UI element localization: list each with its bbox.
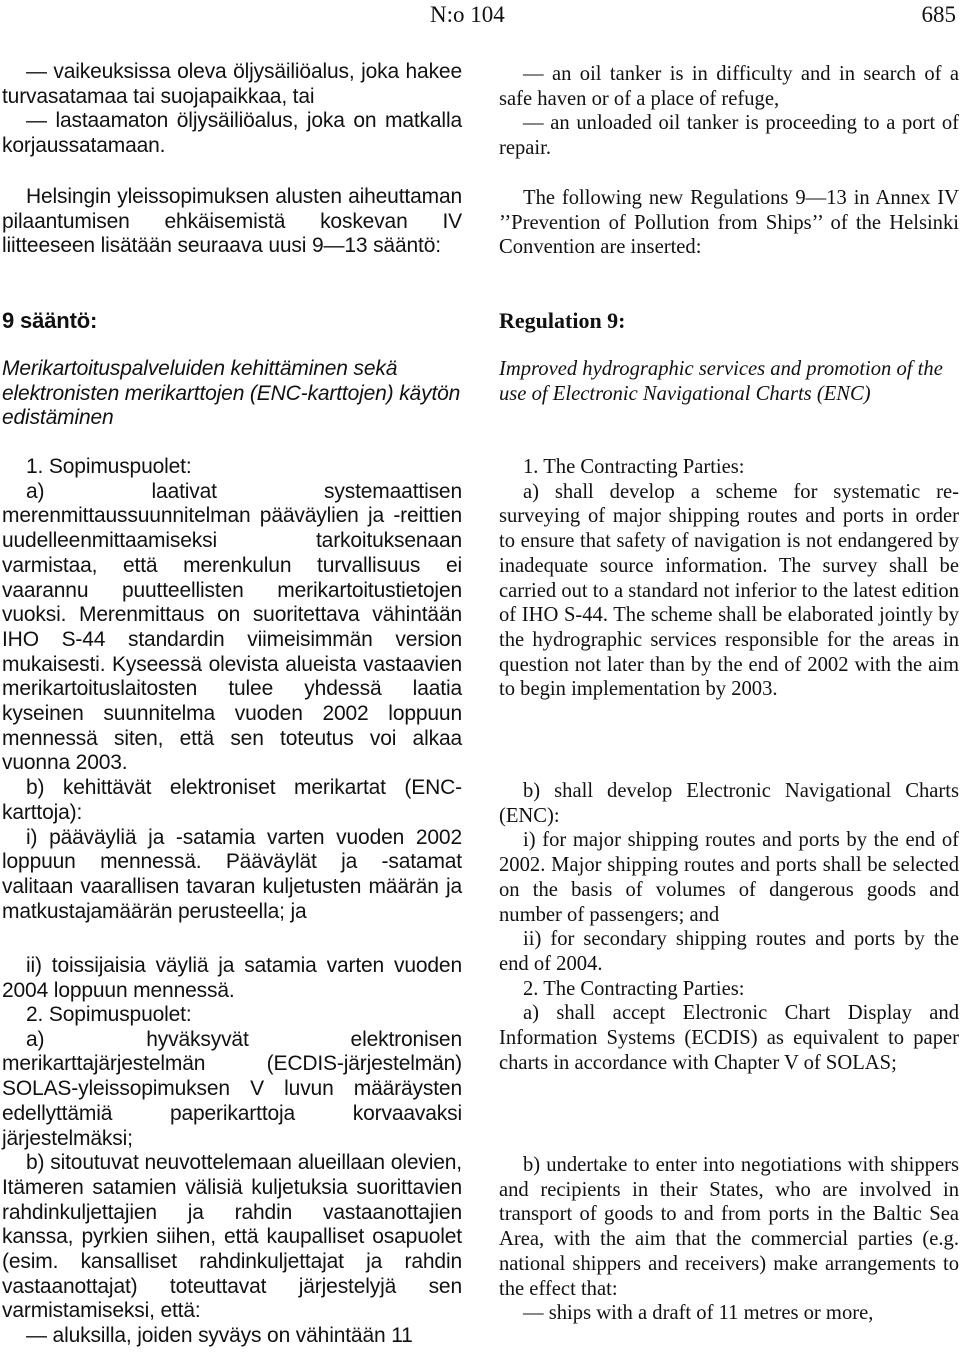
en-paragraph-1 xyxy=(499,455,959,702)
fi-paragraph-2 xyxy=(2,1003,462,1349)
en-rule-heading: Regulation 9: xyxy=(499,308,626,333)
en-rule-title: Improved hydrographic services and promotion of the use of Electronic Navigational Charts (ENC) xyxy=(499,358,943,405)
paragraph-line: 2. The Contracting Parties: xyxy=(523,977,745,1000)
fi-rule-heading: 9 sääntö: xyxy=(2,308,98,333)
list-item: — vaikeuksissa oleva öljysäiliöalus, joka hakee turvasatamaa tai suojapaikkaa, tai xyxy=(2,60,462,108)
en-paragraph-2-b xyxy=(499,1153,959,1326)
journal-number: N:o 104 xyxy=(430,2,505,27)
paragraph-line: b) sitoutuvat neuvottelemaan alueillaan olevien, Itämeren satamien välisiä kuljetuksia suorittavien rahdinkuljettajien ja rahdin vastaanottajien kanssa, pyrkien siihen, että kaupalliset osapuolet (esim. kansalliset rahdinkuljettajat ja rahdin vastaanottajat) toteuttavat järjestelyjä sen varmistamiseksi, että: xyxy=(2,1151,462,1323)
paragraph-line: i) for major shipping routes and ports by the end of 2002. Major shipping routes and ports shall be selected on the basis of volumes of dangerous goods and number of passengers; and xyxy=(499,829,959,926)
fi-paragraph-1-ii xyxy=(2,954,462,1003)
list-item: — lastaamaton öljysäiliöalus, joka on matkalla korjaussatamaan. xyxy=(2,109,462,158)
en-lead-text: The following new Regulations 9—13 in Annex IV ’’Prevention of Pollution from Ships’’ of the Helsinki Convention are inserted: xyxy=(499,187,959,259)
fi-lead-text: Helsingin yleissopimuksen alusten aiheuttaman pilaantumisen ehkäisemistä koskevan IV liitteeseen lisätään seuraava uusi 9—13 sääntö: xyxy=(2,185,462,258)
paragraph-line: b) undertake to enter into negotiations with shippers and recipients in their States, who are involved in transport of goods to and from ports in the Baltic Sea Area, with the aim that the commercial parties (e.g. national shippers and receivers) make arrangements to the effect that: xyxy=(499,1154,959,1300)
paragraph-line: 1. The Contracting Parties: xyxy=(523,456,745,478)
paragraph-line: — ships with a draft of 11 metres or more, xyxy=(523,1302,874,1325)
paragraph-line: b) shall develop Electronic Navigational Charts (ENC): xyxy=(499,780,959,827)
paragraph-line: a) shall accept Electronic Chart Display and Information Systems (ECDIS) as equivalent to paper charts in accordance with Chapter V of SOLAS; xyxy=(499,1002,959,1074)
en-intro-list xyxy=(499,62,959,161)
en-lead-paragraph xyxy=(499,186,959,260)
paragraph-line: a) shall develop a scheme for systematic re-surveying of major shipping routes and ports in order to ensure that safety of navigation is not endangered by inadequate source information. The survey shall be carried out to a standard not inferior to the latest edition of IHO S-44. The scheme shall be elaborated jointly by the hydrographic services responsible for the areas in question not later than by the end of 2002 with the aim to begin implementation by 2003. xyxy=(499,480,959,701)
fi-paragraph-1 xyxy=(2,455,462,924)
en-paragraph-1-b xyxy=(499,779,959,1075)
fi-rule-title: Merikartoituspalveluiden kehittäminen sekä elektronisten merikarttojen (ENC-karttojen) käytön edistäminen xyxy=(2,357,461,430)
paragraph-line: i) pääväyliä ja -satamia varten vuoden 2002 loppuun mennessä. Pääväylät ja -satamat valitaan vaarallisen tavaran kuljetusten määrän ja matkustajamäärän perusteella; ja xyxy=(2,825,462,923)
fi-lead-paragraph xyxy=(2,185,462,259)
paragraph-line: a) hyväksyvät elektronisen merikarttajärjestelmän (ECDIS-järjestelmän) SOLAS-yleissopimuksen V luvun määräysten edellyttämiä paperikarttoja korvaavaksi järjestelmäksi; xyxy=(2,1027,462,1150)
paragraph-line: b) kehittävät elektroniset merikartat (ENC-karttoja): xyxy=(2,776,462,824)
paragraph-line: ii) for secondary shipping routes and ports by the end of 2004. xyxy=(499,928,959,975)
paragraph-line: ii) toissijaisia väyliä ja satamia varten vuoden 2004 loppuun mennessä. xyxy=(2,954,462,1002)
fi-intro-list xyxy=(2,60,462,159)
list-item: — an oil tanker is in difficulty and in search of a safe haven or of a place of refuge, xyxy=(499,63,959,110)
paragraph-line: 1. Sopimuspuolet: xyxy=(26,455,192,478)
paragraph-line: 2. Sopimuspuolet: xyxy=(26,1003,192,1026)
list-item: — an unloaded oil tanker is proceeding to a port of repair. xyxy=(499,112,959,160)
paragraph-line: — aluksilla, joiden syväys on vähintään 11 xyxy=(26,1324,413,1348)
paragraph-line: a) laativat systemaattisen merenmittaussuunnitelman pääväylien ja -reittien uudelleenmittaamiseksi tarkoituksenaan varmistaa, että merenkulun turvallisuus ei vaarannu puutteellisten merikartoitustietojen vuoksi. Merenmittaus on suoritettava vähintään IHO S-44 standardin viimeisimmän version mukaisesti. Kyseessä olevista alueista vastaavien merikartoituslaitosten tulee yhdessä laatia kyseinen suunnitelma vuoden 2002 loppuun mennessä siten, että sen toteutus voi alkaa vuonna 2003. xyxy=(2,479,462,775)
page-number: 685 xyxy=(921,2,956,27)
